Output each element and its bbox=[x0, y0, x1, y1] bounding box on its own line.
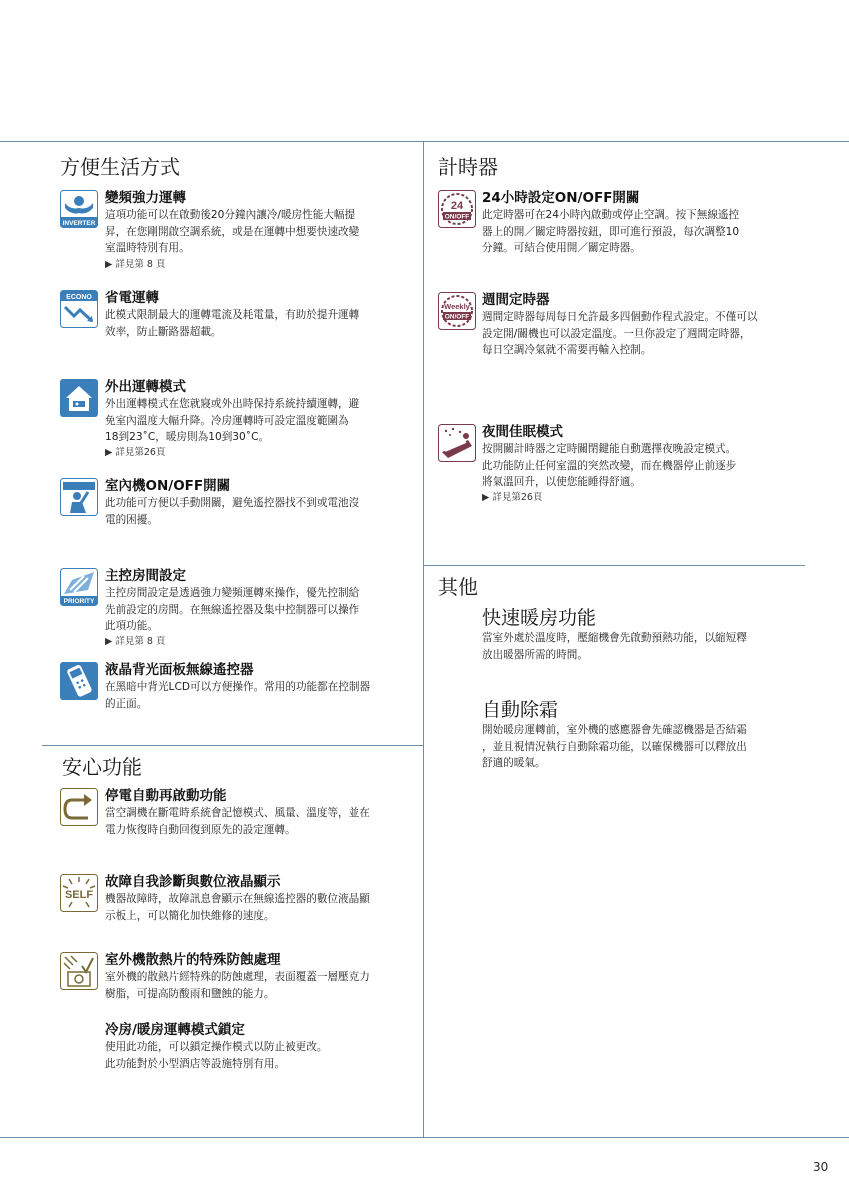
home-leave-icon bbox=[60, 379, 98, 417]
feature-anticorrosion bbox=[60, 952, 420, 1007]
econo-icon-label: ECONO bbox=[66, 294, 92, 301]
feature-title: 液晶背光面板無線遙控器 bbox=[105, 662, 254, 678]
feature-title: 冷房/暖房運轉模式鎖定 bbox=[105, 1022, 245, 1038]
feature-title: 外出運轉模式 bbox=[105, 379, 186, 395]
auto-restart-icon bbox=[60, 788, 98, 826]
ref-arrow-icon: ▶ bbox=[105, 259, 113, 270]
inverter-icon bbox=[60, 190, 98, 228]
feature-title: 週間定時器 bbox=[482, 292, 550, 308]
feature-quick-heating bbox=[482, 603, 812, 673]
feature-lcd-remote bbox=[60, 662, 420, 722]
section-title-timer: 計時器 bbox=[438, 155, 498, 179]
feature-auto-restart bbox=[60, 788, 420, 843]
page-number: 30 bbox=[813, 1160, 829, 1174]
feature-inverter bbox=[60, 190, 420, 270]
econo-icon bbox=[60, 290, 98, 328]
feature-body: 使用此功能，可以鎖定操作模式以防止被更改。 此功能對於小型酒店等設施特別有用。 bbox=[105, 1041, 328, 1070]
feature-body: 室外機的散熱片經特殊的防蝕處理，表面覆蓋一層壓克力 樹脂，可提高防酸雨和鹽蝕的能力。 bbox=[105, 971, 370, 1000]
feature-title: 24小時設定ON/OFF開關 bbox=[482, 190, 640, 206]
feature-title: 停電自動再啟動功能 bbox=[105, 788, 227, 804]
night-sleep-icon bbox=[438, 424, 476, 462]
center-divider bbox=[423, 141, 424, 1138]
feature-title: 故障自我診斷與數位液晶顯示 bbox=[105, 874, 281, 890]
svg-text:ON/OFF: ON/OFF bbox=[444, 213, 470, 221]
feature-title: 室內機ON/OFF開關 bbox=[105, 478, 231, 494]
ref-arrow-icon: ▶ bbox=[482, 492, 490, 503]
safety-rule bbox=[42, 745, 423, 746]
svg-text:Weekly: Weekly bbox=[444, 302, 470, 311]
feature-auto-defrost bbox=[482, 695, 812, 775]
self-diagnosis-icon bbox=[60, 874, 98, 912]
feature-body: 週間定時器每周每日允許最多四個動作程式設定。不僅可以 設定開/關機也可以設定溫度。一旦你設定了週間定時器， 每日空調冷氣就不需要再輸入控制。 bbox=[482, 311, 758, 357]
timer-other-rule bbox=[423, 565, 805, 566]
section-title-convenience: 方便生活方式 bbox=[60, 155, 180, 179]
page-reference: ▶ 詳見第26頁 bbox=[482, 492, 543, 503]
feature-body: 當室外處於溫度時，壓縮機會先啟動預熱功能，以縮短釋 放出暖器所需的時間。 bbox=[482, 632, 747, 661]
feature-priority bbox=[60, 568, 420, 653]
feature-body: 這項功能可以在啟動後20分鐘內讓冷/暖房性能大幅提 昇，在您剛開啟空調系統，或是在運轉中想要快速改變 室溫時特別有用。 bbox=[105, 209, 360, 255]
feature-title: 快速暖房功能 bbox=[482, 607, 597, 629]
feature-title: 省電運轉 bbox=[105, 290, 159, 306]
svg-text:24: 24 bbox=[450, 200, 464, 212]
anticorrosion-icon bbox=[60, 952, 98, 990]
feature-title: 夜間佳眠模式 bbox=[482, 424, 563, 440]
ref-arrow-icon: ▶ bbox=[105, 447, 113, 458]
feature-title: 室外機散熱片的特殊防蝕處理 bbox=[105, 952, 281, 968]
feature-self-diagnosis bbox=[60, 874, 420, 929]
feature-body: 在黑暗中背光LCD可以方便操作。常用的功能都在控制器 的正面。 bbox=[105, 681, 371, 710]
feature-body: 開始暖房運轉前，室外機的感應器會先確認機器是否結霜 ，並且視情況執行自動除霜功能，以確保機器可以釋放出 舒適的暖氣。 bbox=[482, 724, 747, 770]
feature-body: 此定時器可在24小時內啟動或停止空調。按下無線遙控 器上的開／關定時器按鈕，即可進行預設，每次調整10 分鐘。可結合使用開／關定時器。 bbox=[482, 209, 740, 255]
svg-text:ON/OFF: ON/OFF bbox=[444, 313, 470, 321]
feature-title: 主控房間設定 bbox=[105, 568, 186, 584]
feature-indoor-switch bbox=[60, 478, 420, 538]
self-icon-label: SELF bbox=[64, 889, 94, 901]
lcd-remote-icon bbox=[60, 662, 98, 700]
feature-24h-timer bbox=[438, 190, 808, 260]
feature-title: 變頻強力運轉 bbox=[105, 190, 186, 206]
indoor-switch-icon bbox=[60, 478, 98, 516]
ref-arrow-icon: ▶ bbox=[105, 636, 113, 647]
feature-weekly-timer bbox=[438, 292, 808, 362]
feature-econo bbox=[60, 290, 420, 350]
section-title-other: 其他 bbox=[438, 575, 478, 599]
page-reference: ▶ 詳見第 8 頁 bbox=[105, 636, 166, 647]
bottom-rule bbox=[0, 1137, 849, 1138]
feature-body: 此模式限制最大的運轉電流及耗電量，有助於提升運轉 效率，防止斷路器超載。 bbox=[105, 309, 360, 338]
feature-mode-lock bbox=[60, 1022, 420, 1077]
weekly-timer-icon bbox=[438, 292, 476, 330]
feature-body: 外出運轉模式在您就寢或外出時保持系統持續運轉，避 免室內溫度大幅升降。冷房運轉時可設定溫度範圍為 18到23˚C，暖房則為10到30˚C。 bbox=[105, 398, 360, 444]
inverter-icon-label: INVERTER bbox=[62, 220, 96, 227]
page-reference: ▶ 詳見第26頁 bbox=[105, 447, 166, 458]
timer-24h-icon bbox=[438, 190, 476, 228]
feature-body: 當空調機在斷電時系統會記憶模式、風量、溫度等，並在 電力恢復時自動回復到原先的設定運轉。 bbox=[105, 807, 370, 836]
feature-body: 按開關計時器之定時關閉鍵能自動選擇夜晚設定模式。 此功能防止任何室溫的突然改變，而在機器停止前逐步 將氣溫回升，以使您能睡得舒適。 bbox=[482, 443, 737, 489]
priority-icon bbox=[60, 568, 98, 606]
page-reference: ▶ 詳見第 8 頁 bbox=[105, 259, 166, 270]
top-rule bbox=[0, 141, 849, 142]
feature-body: 主控房間設定是透過強力變頻運轉來操作，優先控制給 先前設定的房間。在無線遙控器及集中控制器可以操作 此項功能。 bbox=[105, 587, 360, 633]
feature-body: 此功能可方便以手動開關，避免遙控器找不到或電池沒 電的困擾。 bbox=[105, 497, 360, 526]
feature-body: 機器故障時，故障訊息會顯示在無線遙控器的數位液晶顯 示板上，可以簡化加快維修的速度。 bbox=[105, 893, 370, 922]
feature-title: 自動除霜 bbox=[482, 699, 559, 721]
section-title-safety: 安心功能 bbox=[62, 755, 142, 779]
feature-night-sleep bbox=[438, 424, 808, 509]
priority-icon-label: PRIORITY bbox=[63, 598, 95, 605]
feature-home-leave bbox=[60, 379, 420, 464]
